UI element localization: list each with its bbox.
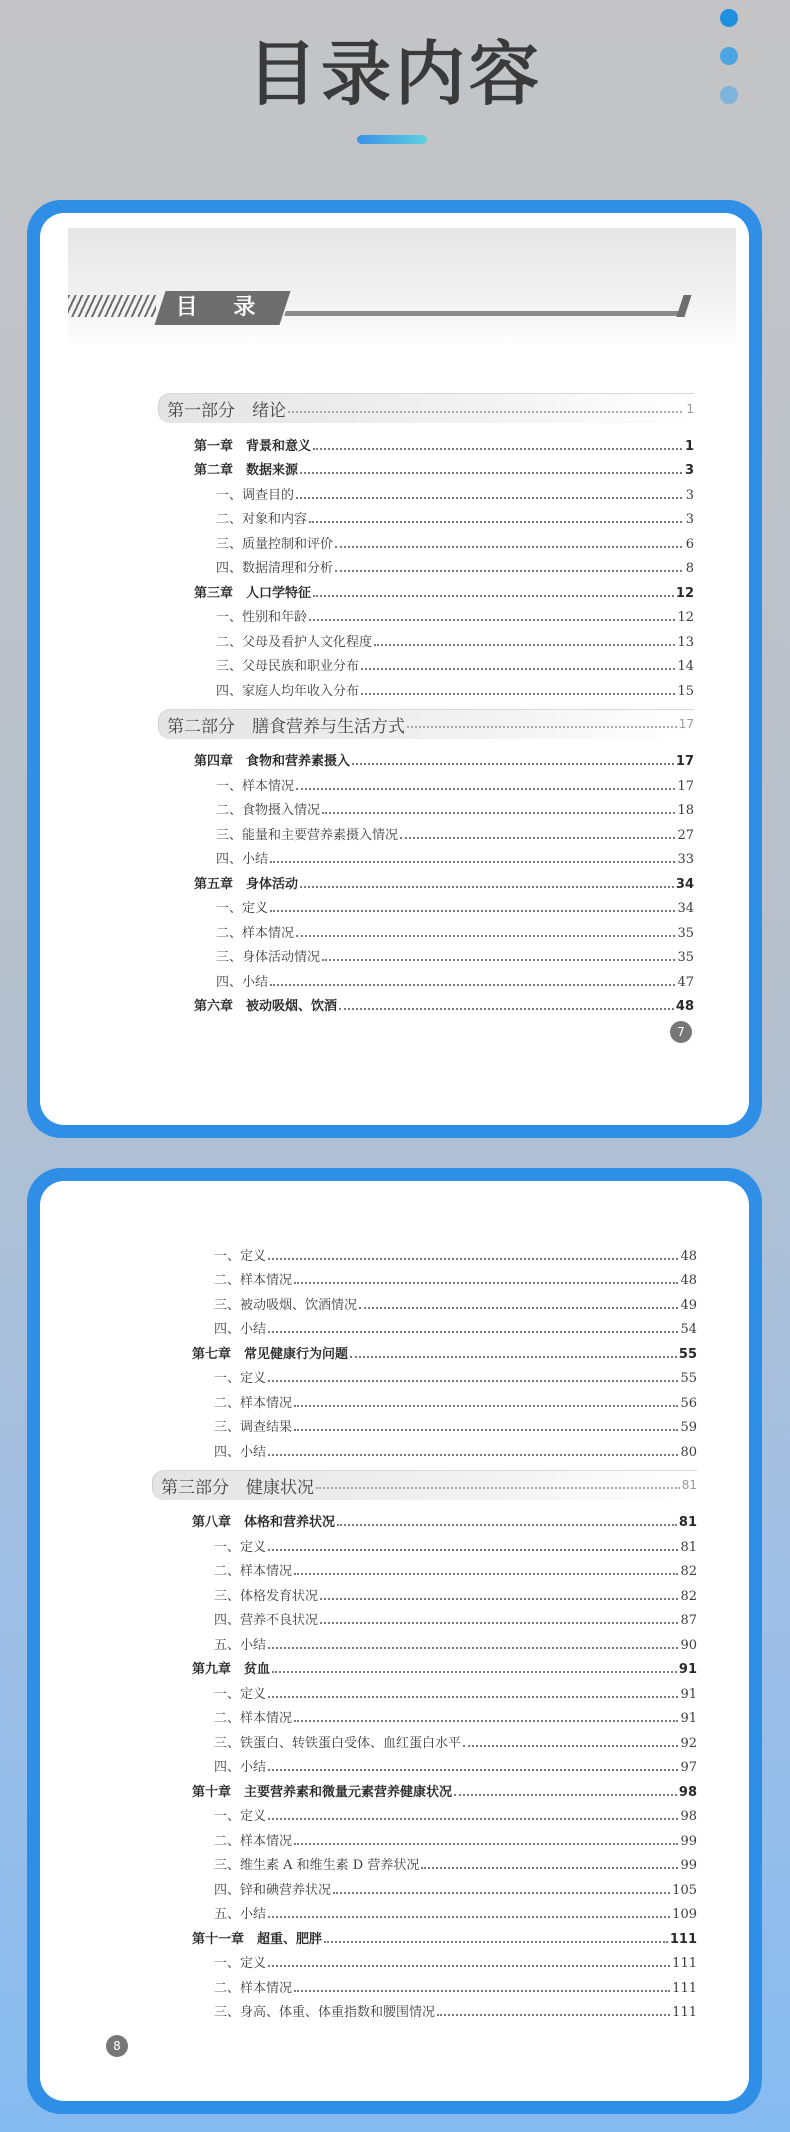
toc-entry-title: 一、定义 xyxy=(214,1809,267,1824)
dot-leader xyxy=(268,1647,678,1649)
toc-entry-section[interactable] xyxy=(152,1288,697,1313)
toc-entry-page: 17 xyxy=(675,754,694,769)
toc-entry-chapter[interactable] xyxy=(158,576,694,601)
toc-entry-title: 第十一章 超重、肥胖 xyxy=(192,1931,323,1947)
toc-entry-title: 一、定义 xyxy=(214,1539,267,1555)
toc-entry-title: 第三部分 健康状况 xyxy=(161,1477,314,1498)
toc-entry-page: 14 xyxy=(677,659,694,674)
dot-leader xyxy=(294,1990,670,1992)
dot-leader xyxy=(400,837,675,839)
toc-entry-page: 109 xyxy=(672,1907,697,1922)
dot-leader xyxy=(270,984,675,986)
toc-entry-title: 三、身体活动情况 xyxy=(216,950,321,965)
dot-leader xyxy=(309,619,675,621)
toc-entry-page: 97 xyxy=(680,1760,697,1775)
toc-entry-page: 99 xyxy=(680,1858,697,1873)
toc-entry-section[interactable] xyxy=(152,1264,697,1289)
toc-entry-page: 55 xyxy=(678,1346,697,1362)
toc-entry-title: 三、能量和主要营养素摄入情况 xyxy=(216,827,399,843)
toc-entry-section[interactable] xyxy=(152,1555,697,1580)
toc-entry-page: 47 xyxy=(677,974,694,990)
dot-leader xyxy=(359,1307,678,1309)
dot-leader xyxy=(270,861,675,863)
dot-leader xyxy=(268,1258,678,1260)
toc-entry-page: 82 xyxy=(680,1564,697,1579)
decor-dot-2 xyxy=(720,47,738,65)
toc-entry-page: 80 xyxy=(680,1444,697,1460)
toc-entry-title: 三、质量控制和评价 xyxy=(216,536,334,552)
toc-entry-page: 48 xyxy=(680,1248,697,1264)
toc-list-2 xyxy=(152,1239,697,2020)
dot-leader xyxy=(374,644,675,646)
dot-leader xyxy=(294,1405,678,1407)
dot-leader xyxy=(268,1818,678,1820)
toc-entry-section[interactable] xyxy=(152,1313,697,1338)
toc-entry-title: 三、被动吸烟、饮酒情况 xyxy=(214,1297,358,1313)
toc-entry-title: 二、样本情况 xyxy=(214,1273,293,1288)
dot-leader xyxy=(350,1356,677,1358)
dot-leader xyxy=(454,1794,677,1796)
toc-entry-title: 四、数据清理和分析 xyxy=(216,561,334,576)
toc-entry-page: 111 xyxy=(669,1931,697,1947)
toc-entry-title: 二、样本情况 xyxy=(214,1980,293,1996)
dot-leader xyxy=(335,546,682,548)
toc-entry-section[interactable] xyxy=(152,1435,697,1460)
toc-entry-page: 54 xyxy=(680,1322,697,1337)
toc-entry-title: 第二部分 膳食营养与生活方式 xyxy=(167,716,405,737)
toc-entry-page: 3 xyxy=(684,463,694,478)
dot-leader xyxy=(288,411,682,413)
toc-entry-page: 98 xyxy=(678,1784,697,1800)
toc-entry-section[interactable] xyxy=(158,916,694,941)
toc-entry-section[interactable] xyxy=(152,1996,697,2021)
toc-entry-section[interactable] xyxy=(152,1604,697,1629)
toc-entry-section[interactable] xyxy=(152,1386,697,1411)
dot-leader xyxy=(337,1524,677,1526)
dot-leader xyxy=(268,1454,678,1456)
toc-entry-title: 二、样本情况 xyxy=(214,1833,293,1849)
toc-entry-title: 第一章 背景和意义 xyxy=(194,438,312,454)
toc-entry-page: 18 xyxy=(677,803,694,818)
dot-leader xyxy=(316,1487,680,1489)
toc-entry-title: 第三章 人口学特征 xyxy=(194,585,312,601)
toc-entry-page: 59 xyxy=(680,1420,697,1435)
toc-entry-section[interactable] xyxy=(152,1579,697,1604)
toc-entry-title: 一、定义 xyxy=(216,901,269,916)
toc-entry-page: 15 xyxy=(677,683,694,699)
decor-dot-3 xyxy=(720,86,738,104)
toc-entry-section[interactable] xyxy=(152,1800,697,1825)
toc-entry-page: 1 xyxy=(686,401,694,416)
dot-leader xyxy=(268,1331,678,1333)
toc-entry-page: 34 xyxy=(677,901,694,916)
toc-entry-page: 105 xyxy=(672,1882,697,1898)
toc-entry-section[interactable] xyxy=(152,1530,697,1555)
toc-entry-section[interactable] xyxy=(152,1824,697,1849)
toc-entry-title: 第六章 被动吸烟、饮酒 xyxy=(194,999,338,1014)
toc-entry-section[interactable] xyxy=(158,818,694,843)
toc-entry-title: 第一部分 绪论 xyxy=(167,401,286,421)
dot-leader xyxy=(339,1008,674,1010)
toc-entry-section[interactable] xyxy=(158,843,694,868)
dot-leader xyxy=(352,763,674,765)
toc-page-1 xyxy=(40,213,749,1125)
toc-entry-title: 一、调查目的 xyxy=(216,487,295,503)
toc-entry-section[interactable] xyxy=(152,1239,697,1264)
toc-entry-page: 3 xyxy=(685,487,694,503)
toc-entry-page: 12 xyxy=(675,585,694,601)
toc-entry-page: 98 xyxy=(680,1809,697,1824)
toc-entry-page: 82 xyxy=(680,1588,697,1604)
toc-entry-part[interactable] xyxy=(152,1470,697,1500)
toc-entry-page: 111 xyxy=(672,1956,697,1971)
toc-entry-page: 87 xyxy=(680,1613,697,1628)
page-number-badge: 8 xyxy=(106,2035,128,2057)
toc-entry-title: 第四章 食物和营养素摄入 xyxy=(194,754,351,769)
toc-entry-page: 17 xyxy=(678,717,694,731)
toc-entry-page: 48 xyxy=(675,999,694,1014)
dot-leader xyxy=(268,1696,678,1698)
toc-entry-page: 35 xyxy=(677,925,694,941)
toc-entry-page: 99 xyxy=(680,1833,697,1849)
toc-entry-title: 第五章 身体活动 xyxy=(194,876,299,892)
toc-entry-page: 81 xyxy=(680,1539,697,1555)
toc-entry-title: 五、小结 xyxy=(214,1907,267,1922)
dot-leader xyxy=(294,1573,678,1575)
toc-entry-section[interactable] xyxy=(152,1677,697,1702)
dot-leader xyxy=(268,1769,678,1771)
toc-page-card-1 xyxy=(27,200,762,1138)
toc-page-2 xyxy=(40,1181,749,2101)
toc-entry-title: 一、性别和年龄 xyxy=(216,610,308,625)
toc-entry-page: 91 xyxy=(680,1686,697,1702)
dot-leader xyxy=(322,959,675,961)
dot-leader xyxy=(361,668,675,670)
toc-entry-section[interactable] xyxy=(158,674,694,699)
dot-leader xyxy=(296,788,675,790)
toc-entry-title: 第八章 体格和营养状况 xyxy=(192,1515,336,1530)
toc-entry-page: 55 xyxy=(680,1371,697,1386)
banner-stripes xyxy=(68,295,156,317)
dot-leader xyxy=(320,1622,678,1624)
dot-leader xyxy=(272,1671,677,1673)
toc-entry-page: 12 xyxy=(677,610,694,625)
toc-entry-page: 91 xyxy=(678,1662,697,1677)
dot-leader xyxy=(313,595,674,597)
toc-entry-page: 81 xyxy=(681,1478,697,1492)
toc-entry-chapter[interactable] xyxy=(152,1922,697,1947)
toc-entry-page: 27 xyxy=(677,827,694,843)
dot-leader xyxy=(322,812,675,814)
toc-entry-title: 四、营养不良状况 xyxy=(214,1613,319,1628)
dot-leader xyxy=(294,1429,678,1431)
dot-leader xyxy=(333,1892,670,1894)
dot-leader xyxy=(268,1916,670,1918)
toc-entry-section[interactable] xyxy=(158,769,694,794)
toc-entry-title: 一、样本情况 xyxy=(216,778,295,794)
toc-entry-section[interactable] xyxy=(152,1898,697,1923)
toc-entry-section[interactable] xyxy=(152,1362,697,1387)
toc-entry-section[interactable] xyxy=(152,1947,697,1972)
toc-entry-section[interactable] xyxy=(152,1411,697,1436)
toc-entry-title: 四、锌和碘营养状况 xyxy=(214,1882,332,1898)
toc-entry-page: 35 xyxy=(677,950,694,965)
toc-entry-page: 111 xyxy=(672,2005,697,2020)
dot-leader xyxy=(268,1380,678,1382)
toc-entry-chapter[interactable] xyxy=(158,990,694,1015)
toc-entry-title: 二、样本情况 xyxy=(214,1711,293,1726)
toc-entry-title: 三、铁蛋白、转铁蛋白受体、血红蛋白水平 xyxy=(214,1735,462,1751)
toc-entry-title: 一、定义 xyxy=(214,1371,267,1386)
toc-entry-section[interactable] xyxy=(152,1628,697,1653)
toc-entry-section[interactable] xyxy=(158,625,694,650)
toc-entry-part[interactable] xyxy=(158,709,694,739)
toc-list-1 xyxy=(158,383,694,1014)
dot-leader xyxy=(294,1282,678,1284)
dot-leader xyxy=(270,910,675,912)
toc-entry-page: 34 xyxy=(675,876,694,892)
toc-entry-page: 48 xyxy=(680,1273,697,1288)
toc-entry-part[interactable] xyxy=(158,393,694,423)
toc-entry-title: 四、小结 xyxy=(214,1444,267,1460)
page-number-badge: 7 xyxy=(670,1021,692,1043)
toc-entry-section[interactable] xyxy=(158,601,694,626)
toc-entry-title: 五、小结 xyxy=(214,1637,267,1653)
toc-entry-title: 一、定义 xyxy=(214,1686,267,1702)
toc-entry-title: 一、定义 xyxy=(214,1248,267,1264)
toc-entry-section[interactable] xyxy=(152,1702,697,1727)
dot-leader xyxy=(463,1745,678,1747)
toc-entry-title: 四、小结 xyxy=(214,1760,267,1775)
dot-leader xyxy=(294,1843,678,1845)
toc-entry-section[interactable] xyxy=(158,965,694,990)
toc-page-card-2 xyxy=(27,1168,762,2114)
dot-leader xyxy=(296,935,675,937)
toc-entry-section[interactable] xyxy=(158,527,694,552)
toc-entry-title: 三、维生素 A 和维生素 D 营养状况 xyxy=(214,1858,420,1873)
dot-leader xyxy=(300,886,674,888)
toc-entry-chapter[interactable] xyxy=(152,1775,697,1800)
toc-entry-title: 三、身高、体重、体重指数和腰围情况 xyxy=(214,2005,436,2020)
title-accent-bar xyxy=(357,135,427,144)
toc-entry-title: 二、父母及看护人文化程度 xyxy=(216,634,373,650)
dot-leader xyxy=(437,2014,670,2016)
toc-entry-title: 三、调查结果 xyxy=(214,1420,293,1435)
toc-entry-section[interactable] xyxy=(158,552,694,577)
dot-leader xyxy=(300,472,682,474)
dot-leader xyxy=(296,497,682,499)
toc-entry-title: 三、父母民族和职业分布 xyxy=(216,659,360,674)
decor-dot-1 xyxy=(720,9,738,27)
toc-entry-page: 6 xyxy=(685,536,694,552)
toc-entry-page: 81 xyxy=(678,1515,697,1530)
dot-leader xyxy=(320,1598,678,1600)
toc-entry-page: 17 xyxy=(677,778,694,794)
toc-entry-title: 二、对象和内容 xyxy=(216,512,308,527)
toc-entry-title: 四、小结 xyxy=(216,974,269,990)
toc-entry-page: 33 xyxy=(677,852,694,867)
toc-entry-page: 111 xyxy=(672,1980,697,1996)
toc-entry-section[interactable] xyxy=(158,941,694,966)
toc-entry-chapter[interactable] xyxy=(158,867,694,892)
toc-entry-section[interactable] xyxy=(152,1971,697,1996)
toc-entry-section[interactable] xyxy=(152,1726,697,1751)
toc-entry-section[interactable] xyxy=(152,1751,697,1776)
toc-entry-section[interactable] xyxy=(158,794,694,819)
dot-leader xyxy=(313,448,682,450)
dot-leader xyxy=(361,693,675,695)
toc-entry-section[interactable] xyxy=(158,892,694,917)
toc-entry-page: 1 xyxy=(684,438,694,454)
dot-leader xyxy=(309,521,682,523)
toc-entry-chapter[interactable] xyxy=(158,429,694,454)
toc-entry-title: 第七章 常见健康行为问题 xyxy=(192,1346,349,1362)
toc-entry-title: 第九章 贫血 xyxy=(192,1662,271,1677)
toc-entry-section[interactable] xyxy=(158,650,694,675)
toc-entry-title: 一、定义 xyxy=(214,1956,267,1971)
toc-entry-chapter[interactable] xyxy=(158,454,694,479)
toc-entry-title: 四、小结 xyxy=(216,852,269,867)
toc-entry-chapter[interactable] xyxy=(158,745,694,770)
toc-entry-section[interactable] xyxy=(152,1849,697,1874)
dot-leader xyxy=(335,570,682,572)
toc-entry-title: 二、样本情况 xyxy=(216,925,295,941)
toc-entry-chapter[interactable] xyxy=(152,1337,697,1362)
toc-entry-page: 56 xyxy=(680,1395,697,1411)
toc-entry-section[interactable] xyxy=(158,478,694,503)
banner-line xyxy=(284,311,686,316)
toc-entry-page: 49 xyxy=(680,1297,697,1313)
toc-entry-page: 3 xyxy=(685,512,694,527)
toc-entry-chapter[interactable] xyxy=(152,1653,697,1678)
dot-leader xyxy=(421,1867,678,1869)
toc-entry-page: 92 xyxy=(680,1735,697,1751)
page-title: 目录内容 xyxy=(247,33,543,115)
toc-entry-page: 8 xyxy=(685,561,694,576)
toc-entry-section[interactable] xyxy=(152,1873,697,1898)
banner-background xyxy=(68,228,736,348)
toc-entry-title: 二、食物摄入情况 xyxy=(216,803,321,818)
toc-entry-title: 四、小结 xyxy=(214,1322,267,1337)
dot-leader xyxy=(407,726,677,728)
toc-entry-title: 三、体格发育状况 xyxy=(214,1588,319,1604)
dot-leader xyxy=(294,1720,678,1722)
toc-entry-page: 91 xyxy=(680,1711,697,1726)
dot-leader xyxy=(268,1549,678,1551)
toc-entry-chapter[interactable] xyxy=(152,1506,697,1531)
toc-entry-title: 第二章 数据来源 xyxy=(194,463,299,478)
toc-entry-title: 二、样本情况 xyxy=(214,1395,293,1411)
toc-entry-title: 第十章 主要营养素和微量元素营养健康状况 xyxy=(192,1784,453,1800)
dot-leader xyxy=(324,1941,668,1943)
toc-entry-page: 13 xyxy=(677,634,694,650)
toc-entry-section[interactable] xyxy=(158,503,694,528)
dot-leader xyxy=(268,1965,670,1967)
toc-entry-title: 四、家庭人均年收入分布 xyxy=(216,683,360,699)
toc-entry-page: 90 xyxy=(680,1637,697,1653)
toc-entry-title: 二、样本情况 xyxy=(214,1564,293,1579)
toc-banner-label: 目 录 xyxy=(175,295,270,320)
